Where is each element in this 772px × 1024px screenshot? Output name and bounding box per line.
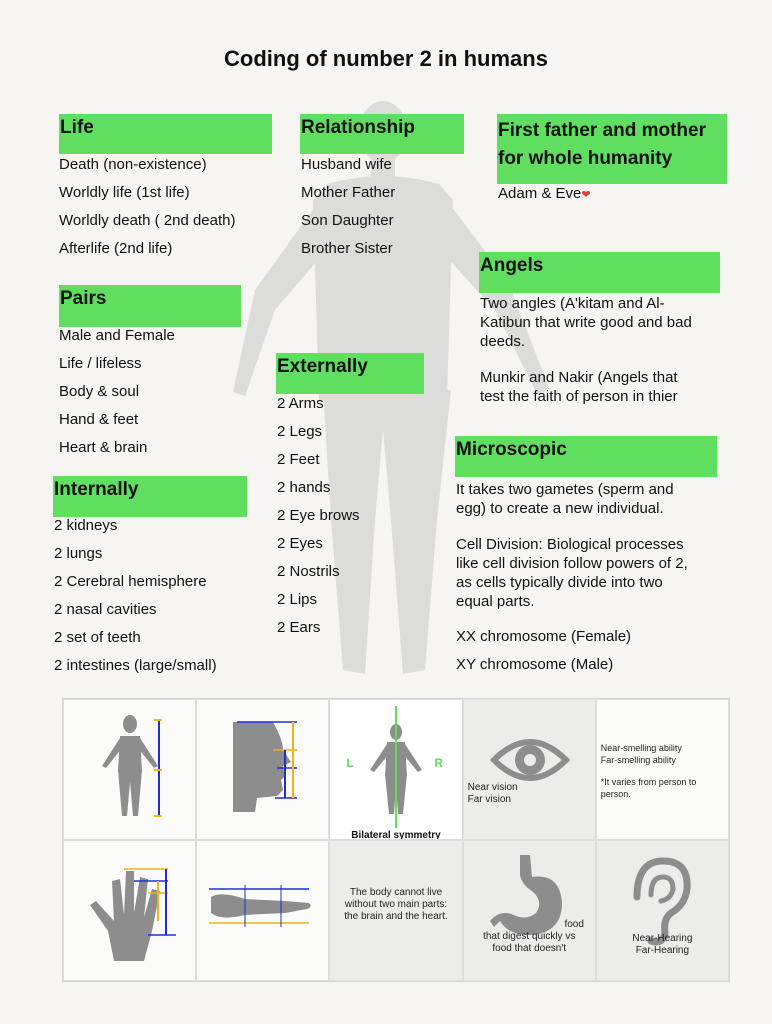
first-parents-heading-line1: First father and mother — [498, 120, 706, 141]
body-proportion-icon — [64, 700, 196, 840]
vision-cell — [463, 699, 596, 840]
face-proportion-cell — [196, 699, 329, 840]
smell-cell — [596, 699, 729, 840]
externally-heading: Externally — [276, 353, 424, 394]
list-item: 2 Eyes — [277, 535, 323, 552]
externally-list — [277, 390, 360, 642]
angels-paragraph-2 — [480, 368, 678, 406]
relationship-heading: Relationship — [300, 114, 464, 154]
list-item: Husband wife — [301, 156, 392, 173]
list-item: 2 Ears — [277, 619, 321, 636]
vital-organs-cell — [329, 840, 462, 981]
vision-text — [468, 782, 518, 806]
angels-paragraph-1 — [480, 294, 692, 351]
heart-icon: ❤ — [581, 189, 591, 201]
face-profile-icon — [197, 700, 329, 840]
list-item: XX chromosome (Female) — [456, 628, 632, 645]
relationship-list — [301, 151, 395, 263]
list-item: 2 hands — [277, 479, 331, 496]
first-parents-heading — [497, 114, 727, 184]
digestion-text — [464, 919, 595, 955]
page-title: Coding of number 2 in humans — [224, 46, 548, 71]
text-line: Near vision — [467, 782, 518, 793]
list-item: 2 nasal cavities — [54, 601, 157, 618]
pairs-list — [59, 322, 175, 462]
text-line: egg) to create a new individual. — [456, 500, 664, 517]
symmetry-right-label: R — [434, 756, 444, 770]
text-line: that digest quickly vs — [483, 931, 576, 942]
list-item: 2 Cerebral hemisphere — [54, 573, 207, 590]
arm-proportion-cell — [196, 840, 329, 981]
microscopic-heading: Microscopic — [455, 436, 717, 477]
illustration-grid — [62, 698, 730, 982]
symmetry-figure-icon — [330, 700, 462, 840]
text-line: It takes two gametes (sperm and — [456, 481, 674, 498]
chromosome-list — [456, 623, 631, 679]
list-item: XY chromosome (Male) — [456, 656, 614, 673]
arm-icon — [197, 841, 329, 979]
body-proportion-cell — [63, 699, 196, 840]
text-line: food — [564, 919, 584, 930]
hand-icon — [64, 841, 196, 979]
text-line: Katibun that write good and bad — [480, 314, 692, 331]
list-item: 2 Legs — [277, 423, 323, 440]
digestion-cell — [463, 840, 596, 981]
list-item: 2 set of teeth — [54, 629, 141, 646]
list-item: Afterlife (2nd life) — [59, 240, 173, 257]
text-line: Munkir and Nakir (Angels that — [480, 369, 678, 386]
first-parents-heading-line2: for whole humanity — [498, 148, 673, 169]
list-item: Hand & feet — [59, 411, 139, 428]
list-item: 2 kidneys — [54, 517, 118, 534]
text-line: Near-Hearing — [632, 933, 693, 944]
smell-text — [601, 742, 697, 800]
text-line: The body cannot live — [349, 887, 443, 898]
hand-proportion-cell — [63, 840, 196, 981]
hearing-cell — [596, 840, 729, 981]
internally-heading: Internally — [53, 476, 247, 517]
list-item: Mother Father — [301, 184, 396, 201]
ear-icon — [597, 841, 729, 979]
text-line: Far-Hearing — [635, 945, 690, 956]
life-list — [59, 151, 236, 263]
internally-list — [54, 512, 217, 680]
pairs-heading: Pairs — [59, 285, 241, 327]
list-item: Heart & brain — [59, 439, 148, 456]
text-line: Near-smelling ability — [600, 743, 682, 753]
text-line: like cell division follow powers of 2, — [456, 555, 688, 572]
text-line: Far-smelling ability — [600, 755, 676, 765]
stomach-icon — [464, 841, 596, 979]
text-line: equal parts. — [456, 593, 535, 610]
text-line: test the faith of person in thier — [480, 388, 678, 405]
life-heading: Life — [59, 114, 272, 154]
list-item: 2 intestines (large/small) — [54, 657, 217, 674]
list-item: Brother Sister — [301, 240, 393, 257]
text-line: without two main parts: — [344, 899, 448, 910]
text-line: Far vision — [467, 794, 511, 805]
hearing-text — [597, 933, 728, 957]
first-parents-text-row — [498, 180, 591, 209]
angels-heading: Angels — [479, 252, 720, 293]
symmetry-left-label: L — [346, 756, 354, 770]
text-line: the brain and the heart. — [344, 911, 448, 922]
list-item: 2 Nostrils — [277, 563, 340, 580]
list-item: Son Daughter — [301, 212, 394, 229]
list-item: Worldly life (1st life) — [59, 184, 190, 201]
list-item: 2 Feet — [277, 451, 320, 468]
list-item: Death (non-existence) — [59, 156, 207, 173]
list-item: 2 Arms — [277, 395, 324, 412]
eye-icon — [464, 700, 596, 840]
list-item: 2 lungs — [54, 545, 103, 562]
microscopic-paragraph-2 — [456, 535, 688, 611]
bilateral-symmetry-cell — [329, 699, 462, 840]
text-line: deeds. — [480, 333, 526, 350]
list-item: Male and Female — [59, 327, 175, 344]
list-item: 2 Lips — [277, 591, 318, 608]
text-line: food that doesn't — [492, 943, 567, 954]
text-line: as cells typically divide into two — [456, 574, 663, 591]
symmetry-caption: Bilateral symmetry — [351, 830, 441, 840]
list-item: Life / lifeless — [59, 355, 142, 372]
microscopic-paragraph-1 — [456, 480, 674, 518]
list-item: Worldly death ( 2nd death) — [59, 212, 236, 229]
list-item: Body & soul — [59, 383, 140, 400]
list-item: 2 Eye brows — [277, 507, 360, 524]
text-line: Two angles (A'kitam and Al- — [480, 295, 665, 312]
vital-organs-text — [330, 887, 461, 923]
first-parents-text: Adam & Eve — [498, 185, 582, 202]
text-line: Cell Division: Biological processes — [456, 536, 684, 553]
text-line: person. — [600, 789, 631, 799]
text-line: *It varies from person to — [600, 777, 697, 787]
